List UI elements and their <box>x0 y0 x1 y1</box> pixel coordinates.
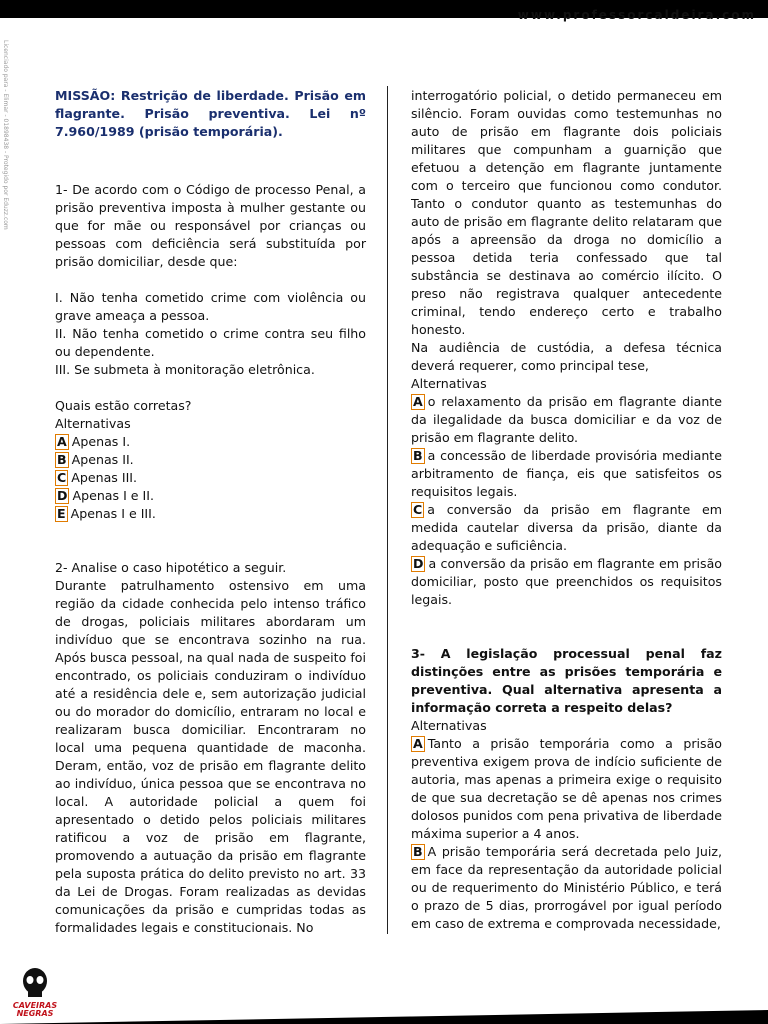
q1-alternative[interactable] <box>55 451 366 469</box>
q1-alternative[interactable] <box>55 433 366 451</box>
alt-letter: D <box>413 556 424 571</box>
bottom-band <box>0 1010 768 1024</box>
right-column <box>411 87 722 933</box>
q1-item: I. Não tenha cometido crime com violência ou grave ameaça a pessoa. <box>55 290 366 323</box>
alt-letter: A <box>413 736 423 751</box>
alt-text: a conversão da prisão em flagrante em prisão domiciliar, posto que preenchidos os requisitos legais. <box>411 556 722 607</box>
side-watermark: Licenciado para - Elimar - 01898438 - Protegido por Eduzz.com <box>2 40 9 230</box>
alt-letter: A <box>57 434 67 449</box>
alt-letter: E <box>57 506 66 521</box>
alt-letter: A <box>413 394 423 409</box>
left-column <box>55 87 366 937</box>
alt-letter: C <box>57 470 67 485</box>
q1-alternative[interactable] <box>55 505 366 523</box>
q3-alternative[interactable] <box>411 843 722 933</box>
q1-alt-label: Alternativas <box>55 416 131 431</box>
q2-alternative[interactable] <box>411 501 722 555</box>
alt-text: a concessão de liberdade provisória mediante arbitramento de fiança, eis que satisfeitos os requisitos legais. <box>411 448 722 499</box>
q3-alt-label: Alternativas <box>411 718 487 733</box>
alt-text: A prisão temporária será decretada pelo Juiz, em face da representação da autoridade policial ou de requerimento do Ministério Público, e terá o prazo de 5 dias, prorrogável por igual período em caso de extrema e comprovada necessidade, <box>411 844 722 931</box>
alt-letter: C <box>413 502 423 517</box>
q2-alt-label: Alternativas <box>411 376 487 391</box>
mission-heading: MISSÃO: Restrição de liberdade. Prisão em flagrante. Prisão preventiva. Lei nº 7.960/1989 (prisão temporária). <box>55 88 366 139</box>
alt-text: a conversão da prisão em flagrante em medida cautelar diversa da prisão, diante da adequação e suficiência. <box>411 502 722 553</box>
q1-question: Quais estão corretas? <box>55 398 192 413</box>
alt-letter: D <box>57 488 68 503</box>
alt-letter: B <box>413 448 423 463</box>
alt-text: Apenas II. <box>71 452 134 467</box>
q1-stem: 1- De acordo com o Código de processo Penal, a prisão preventiva imposta à mulher gestante ou que for mãe ou responsável por crianças ou pessoas com deficiência será substituída por prisão domiciliar, desde que: <box>55 182 366 269</box>
alt-text: o relaxamento da prisão em flagrante diante da ilegalidade da busca domiciliar e da voz de prisão em flagrante delito. <box>411 394 722 445</box>
alt-text: Apenas I. <box>71 434 131 449</box>
logo-text-1: CAVEIRAS <box>12 1001 58 1010</box>
alt-text: Tanto a prisão temporária como a prisão preventiva exigem prova de indício suficiente de autoria, mas apenas a primeira exige o requisito de que sua decretação se dê apenas nos crimes dolosos punidos com pena privativa de liberdade máxima superior a 4 anos. <box>411 736 722 841</box>
q2-alternative[interactable] <box>411 447 722 501</box>
q2-stem-right: interrogatório policial, o detido permaneceu em silêncio. Foram ouvidas como testemunhas no auto de prisão em flagrante dois policiais militares que compunham a guarnição que efetuou a detenção em flagrante juntamente com o terceiro que funcionou como condutor. Tanto o condutor quanto as testemunhas do auto de prisão em flagrante delito relataram que após a apreensão da droga no domicílio a pessoa detida teria confessado que tal substância se destinava ao comércio ilícito. O preso não registrava qualquer antecedente criminal, tendo endereço certo e trabalho honesto. <box>411 88 722 337</box>
header-url[interactable]: www.professorcaldeira.com <box>517 8 756 22</box>
q1-item: III. Se submeta à monitoração eletrônica. <box>55 362 315 377</box>
logo-text-2: NEGRAS <box>16 1009 54 1018</box>
alt-letter: B <box>413 844 423 859</box>
alt-text: Apenas I e III. <box>70 506 156 521</box>
q3-alternative[interactable] <box>411 735 722 843</box>
q2-question: Na audiência de custódia, a defesa técnica deverá requerer, como principal tese, <box>411 340 722 373</box>
q2-stem-left: 2- Analise o caso hipotético a seguir. Durante patrulhamento ostensivo em uma região da cidade conhecida pelo intenso tráfico de drogas, policiais militares abordaram um indivíduo que se encontrava sozinho na rua. Após busca pessoal, na qual nada de suspeito foi encontrado, os policiais conduziram o indivíduo até a residência dele e, sem autorização judicial ou do morador do domicílio, entraram no local e realizaram busca domiciliar. Encontraram no local uma pequena quantidade de maconha. Deram, então, voz de prisão em flagrante delito ao indivíduo, única pessoa que se encontrava no local. A autoridade policial a quem foi apresentado o detido pelos policiais militares ratificou a voz de prisão em flagrante, promovendo a autuação da prisão em flagrante pela suposta prática do delito previsto no art. 33 da Lei de Drogas. Foram realizadas as devidas comunicações da prisão e cumpridas todas as formalidades legais e constitucionais. No <box>55 560 366 935</box>
q1-item: II. Não tenha cometido o crime contra seu filho ou dependente. <box>55 326 366 359</box>
q2-alternative[interactable] <box>411 393 722 447</box>
top-black-bar <box>0 0 768 8</box>
q1-alternative[interactable] <box>55 487 366 505</box>
q1-alternative[interactable] <box>55 469 366 487</box>
alt-text: Apenas I e II. <box>72 488 154 503</box>
q2-alternative[interactable] <box>411 555 722 609</box>
column-divider <box>387 86 388 934</box>
alt-letter: B <box>57 452 67 467</box>
q3-stem: 3- A legislação processual penal faz distinções entre as prisões temporária e preventiva. Qual alternativa apresenta a informação correta a respeito delas? <box>411 646 722 715</box>
top-band <box>0 0 768 30</box>
alt-text: Apenas III. <box>71 470 138 485</box>
